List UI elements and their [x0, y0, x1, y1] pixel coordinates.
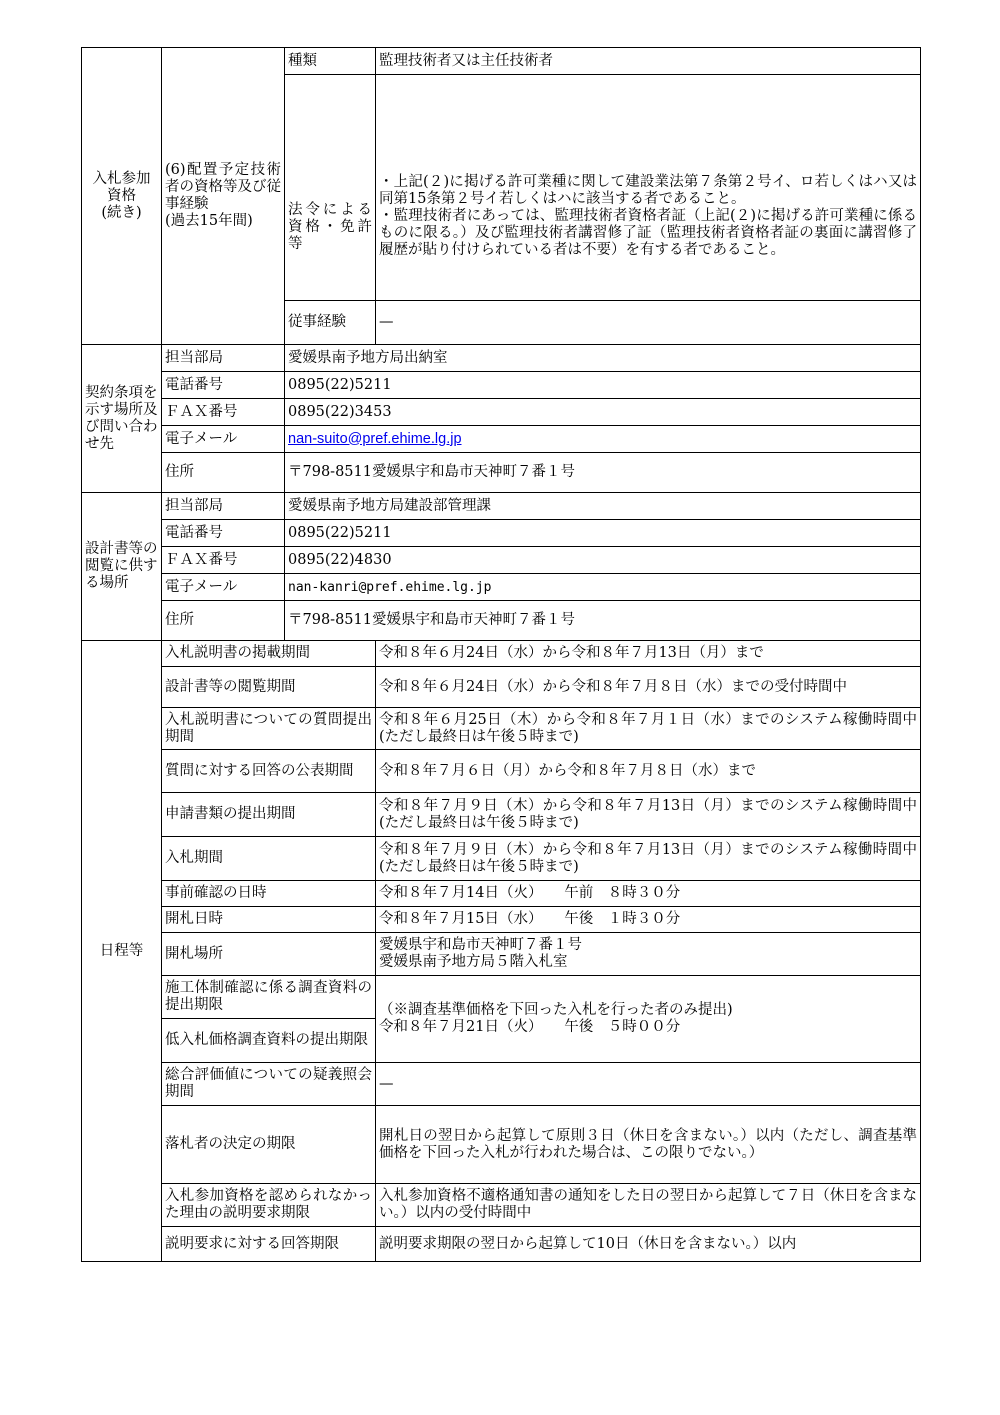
schedule-row-label: 入札説明書についての質問提出期間	[162, 708, 376, 750]
schedule-row-value: 令和８年６月24日（水）から令和８年７月８日（水）までの受付時間中	[376, 667, 921, 708]
schedule-row-value: 令和８年７月９日（木）から令和８年７月13日（月）までのシステム稼働時間中(ただし最終日は午後５時まで)	[376, 837, 921, 881]
experience-label: 従事経験	[285, 301, 376, 345]
contract-tel-label: 電話番号	[162, 372, 285, 399]
legal-qualification-label: 法令による資格・免許等	[285, 75, 376, 301]
type-value: 監理技術者又は主任技術者	[376, 48, 921, 75]
schedule-row-value: （※調査基準価格を下回った入札を行った者のみ提出) 令和８年７月21日（火） 午後 ５時００分	[376, 976, 921, 1063]
schedule-row-label: 施工体制確認に係る調査資料の提出期限	[162, 976, 376, 1019]
schedule-row-label: 申請書類の提出期間	[162, 793, 376, 837]
schedule-row-value: 開札日の翌日から起算して原則３日（休日を含まない。）以内（ただし、調査基準価格を下回った入札が行われた場合は、この限りでない。）	[376, 1106, 921, 1184]
design-dept-value: 愛媛県南予地方局建設部管理課	[285, 493, 921, 520]
schedule-row-value: 愛媛県宇和島市天神町７番１号 愛媛県南予地方局５階入札室	[376, 933, 921, 976]
contract-tel-value: 0895(22)5211	[285, 372, 921, 399]
schedule-row-label: 入札期間	[162, 837, 376, 881]
schedule-row-value: 令和８年６月24日（水）から令和８年７月13日（月）まで	[376, 641, 921, 667]
design-address-value: 〒798-8511愛媛県宇和島市天神町７番１号	[285, 601, 921, 641]
design-email-value: nan-kanri@pref.ehime.lg.jp	[285, 574, 921, 601]
assigned-engineer-item-label: (6)配置予定技術者の資格等及び従事経験 (過去15年間)	[162, 48, 285, 345]
schedule-row-label: 開札日時	[162, 907, 376, 933]
experience-value: —	[376, 301, 921, 345]
contract-dept-value: 愛媛県南予地方局出納室	[285, 345, 921, 372]
schedule-row-value: 入札参加資格不適格通知書の通知をした日の翌日から起算して７日（休日を含まない。）以内の受付時間中	[376, 1184, 921, 1227]
schedule-row-label: 質問に対する回答の公表期間	[162, 750, 376, 793]
schedule-row-label: 低入札価格調査資料の提出期限	[162, 1019, 376, 1063]
schedule-row-value: 令和８年７月６日（月）から令和８年７月８日（水）まで	[376, 750, 921, 793]
legal-qualification-value: ・上記(２)に掲げる許可業種に関して建設業法第７条第２号イ、ロ若しくはハ又は同第15条第２号イ若しくはハに該当する者であること。 ・監理技術者にあっては、監理技術者資格者証（上記(２)に掲げる許可業種に係るものに限る。）及び監理技術者講習修了証（監理技術者資格者証の裏面に講習修了履歴が貼り付けられている者は不要）を有する者であること。	[376, 75, 921, 301]
design-address-label: 住所	[162, 601, 285, 641]
schedule-row-value: 令和８年７月15日（水） 午後 １時３０分	[376, 907, 921, 933]
type-label: 種類	[285, 48, 376, 75]
schedule-row-label: 設計書等の閲覧期間	[162, 667, 376, 708]
schedule-row-value: 説明要求期限の翌日から起算して10日（休日を含まない。）以内	[376, 1227, 921, 1262]
schedule-row-label: 事前確認の日時	[162, 881, 376, 907]
schedule-row-label: 入札参加資格を認められなかった理由の説明要求期限	[162, 1184, 376, 1227]
schedule-row-label: 落札者の決定の期限	[162, 1106, 376, 1184]
schedule-row-label: 説明要求に対する回答期限	[162, 1227, 376, 1262]
design-fax-value: 0895(22)4830	[285, 547, 921, 574]
schedule-row-value: 令和８年７月９日（木）から令和８年７月13日（月）までのシステム稼働時間中(ただし最終日は午後５時まで)	[376, 793, 921, 837]
contract-address-label: 住所	[162, 453, 285, 493]
schedule-row-label: 入札説明書の掲載期間	[162, 641, 376, 667]
design-tel-value: 0895(22)5211	[285, 520, 921, 547]
qualification-section-label: 入札参加 資格 (続き)	[82, 48, 162, 345]
contract-address-value: 〒798-8511愛媛県宇和島市天神町７番１号	[285, 453, 921, 493]
contract-section-label: 契約条項を示す場所及び問い合わせ先	[82, 345, 162, 493]
schedule-section-label: 日程等	[82, 641, 162, 1262]
design-section-label: 設計書等の閲覧に供する場所	[82, 493, 162, 641]
contract-email-link[interactable]: nan-suito@pref.ehime.lg.jp	[288, 430, 462, 447]
contract-fax-value: 0895(22)3453	[285, 399, 921, 426]
contract-fax-label: ＦＡＸ番号	[162, 399, 285, 426]
design-email-label: 電子メール	[162, 574, 285, 601]
schedule-row-label: 総合評価値についての疑義照会期間	[162, 1063, 376, 1106]
tender-conditions-table	[81, 47, 921, 1262]
design-fax-label: ＦＡＸ番号	[162, 547, 285, 574]
schedule-row-value: 令和８年６月25日（木）から令和８年７月１日（水）までのシステム稼働時間中(ただし最終日は午後５時まで)	[376, 708, 921, 750]
design-tel-label: 電話番号	[162, 520, 285, 547]
contract-email-label: 電子メール	[162, 426, 285, 453]
design-dept-label: 担当部局	[162, 493, 285, 520]
contract-dept-label: 担当部局	[162, 345, 285, 372]
schedule-row-value: —	[376, 1063, 921, 1106]
schedule-row-value: 令和８年７月14日（火） 午前 ８時３０分	[376, 881, 921, 907]
schedule-row-label: 開札場所	[162, 933, 376, 976]
